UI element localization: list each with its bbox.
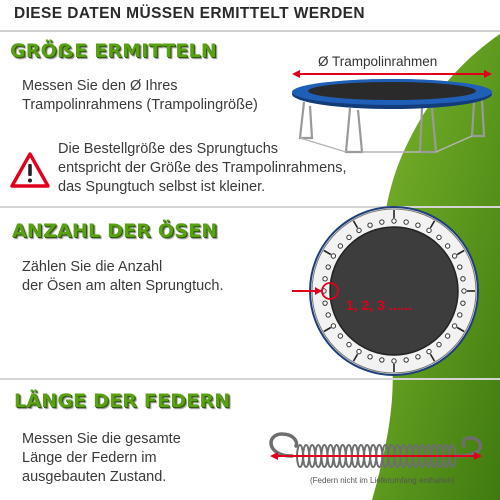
eyelet bbox=[338, 334, 342, 338]
eyelet bbox=[323, 277, 327, 281]
eyelet bbox=[437, 235, 441, 239]
warning-line-3: das Spungtuch selbst ist kleiner. bbox=[58, 179, 266, 195]
section-text-size bbox=[22, 77, 258, 115]
size-instruction-line-1: Messen Sie den Ø Ihres bbox=[22, 78, 178, 94]
section-text-eyelets bbox=[22, 258, 224, 296]
eyelet bbox=[326, 313, 330, 317]
eyelet bbox=[452, 254, 456, 258]
spring-hook-left bbox=[271, 434, 296, 456]
springs-instruction-line-3: ausgebauten Zustand. bbox=[22, 469, 167, 485]
eyelet bbox=[461, 301, 465, 305]
eyelets-instruction-line-1: Zählen Sie die Anzahl bbox=[22, 259, 163, 275]
eyelet bbox=[392, 359, 396, 363]
eyelet bbox=[338, 244, 342, 248]
eyelet bbox=[404, 358, 408, 362]
eyelet bbox=[331, 254, 335, 258]
page-title: DIESE DATEN MÜSSEN ERMITTELT WERDEN bbox=[14, 5, 365, 22]
eyelet bbox=[347, 235, 351, 239]
springs-instruction-line-1: Messen Sie die gesamte bbox=[22, 431, 181, 447]
eyelet bbox=[380, 220, 384, 224]
eyelet bbox=[368, 223, 372, 227]
eyelet bbox=[461, 277, 465, 281]
eyelet bbox=[357, 349, 361, 353]
jumping-mat bbox=[330, 227, 458, 355]
eyelet bbox=[392, 219, 396, 223]
diameter-arrow bbox=[292, 70, 492, 78]
eyelet bbox=[458, 313, 462, 317]
section-heading-eyelets: ANZAHL DER ÖSEN bbox=[12, 220, 218, 242]
section-text-springs bbox=[22, 430, 181, 487]
diameter-label: Ø Trampolinrahmen bbox=[318, 54, 438, 69]
eyelets-instruction-line-2: der Ösen am alten Sprungtuch. bbox=[22, 278, 224, 294]
eyelet bbox=[326, 265, 330, 269]
warning-line-2: entspricht der Größe des Trampolinrahmens, bbox=[58, 160, 347, 176]
section-heading-springs: LÄNGE DER FEDERN bbox=[14, 390, 231, 412]
warning-triangle-icon bbox=[10, 152, 50, 188]
warning-line-1: Die Bestellgröße des Sprungtuchs bbox=[58, 141, 279, 157]
eyelet bbox=[357, 228, 361, 232]
eyelet bbox=[445, 244, 449, 248]
spring-hook-right bbox=[458, 438, 480, 456]
eyelet bbox=[427, 228, 431, 232]
section-heading-size: GRÖẞE ERMITTELN bbox=[10, 40, 217, 62]
size-instruction-line-2: Trampolinrahmens (Trampolingröße) bbox=[22, 97, 258, 113]
eyelet bbox=[458, 265, 462, 269]
springs-footnote: (Federn nicht im Lieferumfang enthalten) bbox=[310, 476, 455, 485]
eyelet bbox=[368, 355, 372, 359]
trampoline-mat bbox=[308, 82, 476, 100]
eyelet bbox=[380, 358, 384, 362]
eyelet bbox=[445, 334, 449, 338]
eyelet bbox=[416, 223, 420, 227]
eyelet bbox=[416, 355, 420, 359]
eyelet bbox=[323, 301, 327, 305]
springs-instruction-line-2: Länge der Federn im bbox=[22, 450, 157, 466]
header-divider bbox=[0, 30, 500, 32]
eyelet bbox=[462, 289, 466, 293]
eyelet bbox=[404, 220, 408, 224]
eyelet bbox=[347, 342, 351, 346]
eyelet bbox=[452, 324, 456, 328]
eyelet-count-label: 1, 2, 3 ...... bbox=[346, 297, 413, 313]
eyelet bbox=[427, 349, 431, 353]
jumping-mat-illustration bbox=[284, 205, 500, 385]
eyelet bbox=[331, 324, 335, 328]
eyelet bbox=[437, 342, 441, 346]
warning-text bbox=[58, 140, 347, 197]
